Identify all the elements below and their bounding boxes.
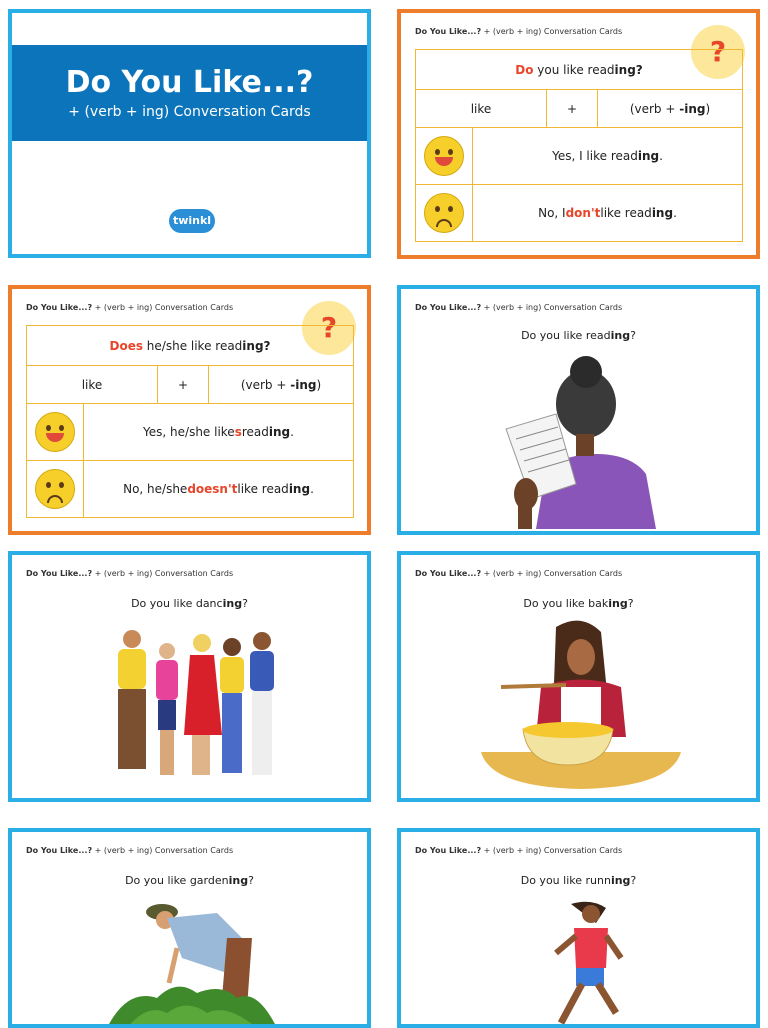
- cover-subtitle: + (verb + ing) Conversation Cards: [68, 104, 311, 120]
- sad-face-icon: [424, 193, 464, 233]
- card-question: Do you like gardening?: [125, 874, 254, 887]
- card-header-label: Do You Like...? + (verb + ing) Conversation Cards: [415, 303, 623, 312]
- plus-cell: +: [547, 90, 598, 128]
- yes-row: Yes, he/she like s read ing .: [27, 404, 354, 461]
- verb-ing-cell: (verb + -ing): [209, 366, 354, 404]
- woman-reading-illustration: [496, 354, 676, 529]
- card-question: Do you like dancing?: [131, 597, 248, 610]
- plus-cell: +: [158, 366, 209, 404]
- woman-baking-illustration: [481, 617, 681, 792]
- like-cell: like: [27, 366, 158, 404]
- cover-title: Do You Like...?: [65, 65, 314, 100]
- card-header-label: Do You Like...? + (verb + ing) Conversation Cards: [26, 569, 234, 578]
- no-row: No, I don't like read ing .: [416, 185, 743, 242]
- man-gardening-illustration: [107, 898, 287, 1028]
- card-question: Do you like reading?: [521, 329, 636, 342]
- happy-face-icon: [424, 136, 464, 176]
- grammar-table: [415, 49, 743, 242]
- question-mark-badge: ?: [691, 25, 745, 79]
- picture-card-reading: [397, 285, 760, 535]
- card-question: Do you like running?: [520, 874, 637, 887]
- card-header-label: Do You Like...? + (verb + ing) Conversation Cards: [415, 846, 623, 855]
- grammar-card-do: [397, 9, 760, 259]
- twinkl-logo: twinkl: [169, 209, 215, 233]
- card-header-label: Do You Like...? + (verb + ing) Conversation Cards: [26, 303, 234, 312]
- question-row: Do you like reading?: [416, 50, 743, 90]
- no-row: No, he/she doesn't like read ing .: [27, 461, 354, 518]
- card-header-label: Do You Like...? + (verb + ing) Conversation Cards: [26, 846, 234, 855]
- grammar-card-does: [8, 285, 371, 535]
- like-cell: like: [416, 90, 547, 128]
- cover-card: [8, 9, 371, 258]
- question-mark-badge: ?: [302, 301, 356, 355]
- woman-running-illustration: [536, 898, 636, 1028]
- card-header-label: Do You Like...? + (verb + ing) Conversation Cards: [415, 27, 623, 36]
- happy-face-icon: [35, 412, 75, 452]
- picture-card-baking: [397, 551, 760, 802]
- people-dancing-illustration: [102, 625, 292, 790]
- card-question: Do you like baking?: [523, 597, 634, 610]
- picture-card-running: [397, 828, 760, 1028]
- grammar-table: [26, 325, 354, 518]
- verb-ing-cell: (verb + -ing): [598, 90, 743, 128]
- picture-card-dancing: [8, 551, 371, 802]
- picture-card-gardening: [8, 828, 371, 1028]
- sad-face-icon: [35, 469, 75, 509]
- question-row: Does he/she like reading?: [27, 326, 354, 366]
- yes-row: Yes, I like read ing .: [416, 128, 743, 185]
- card-header-label: Do You Like...? + (verb + ing) Conversation Cards: [415, 569, 623, 578]
